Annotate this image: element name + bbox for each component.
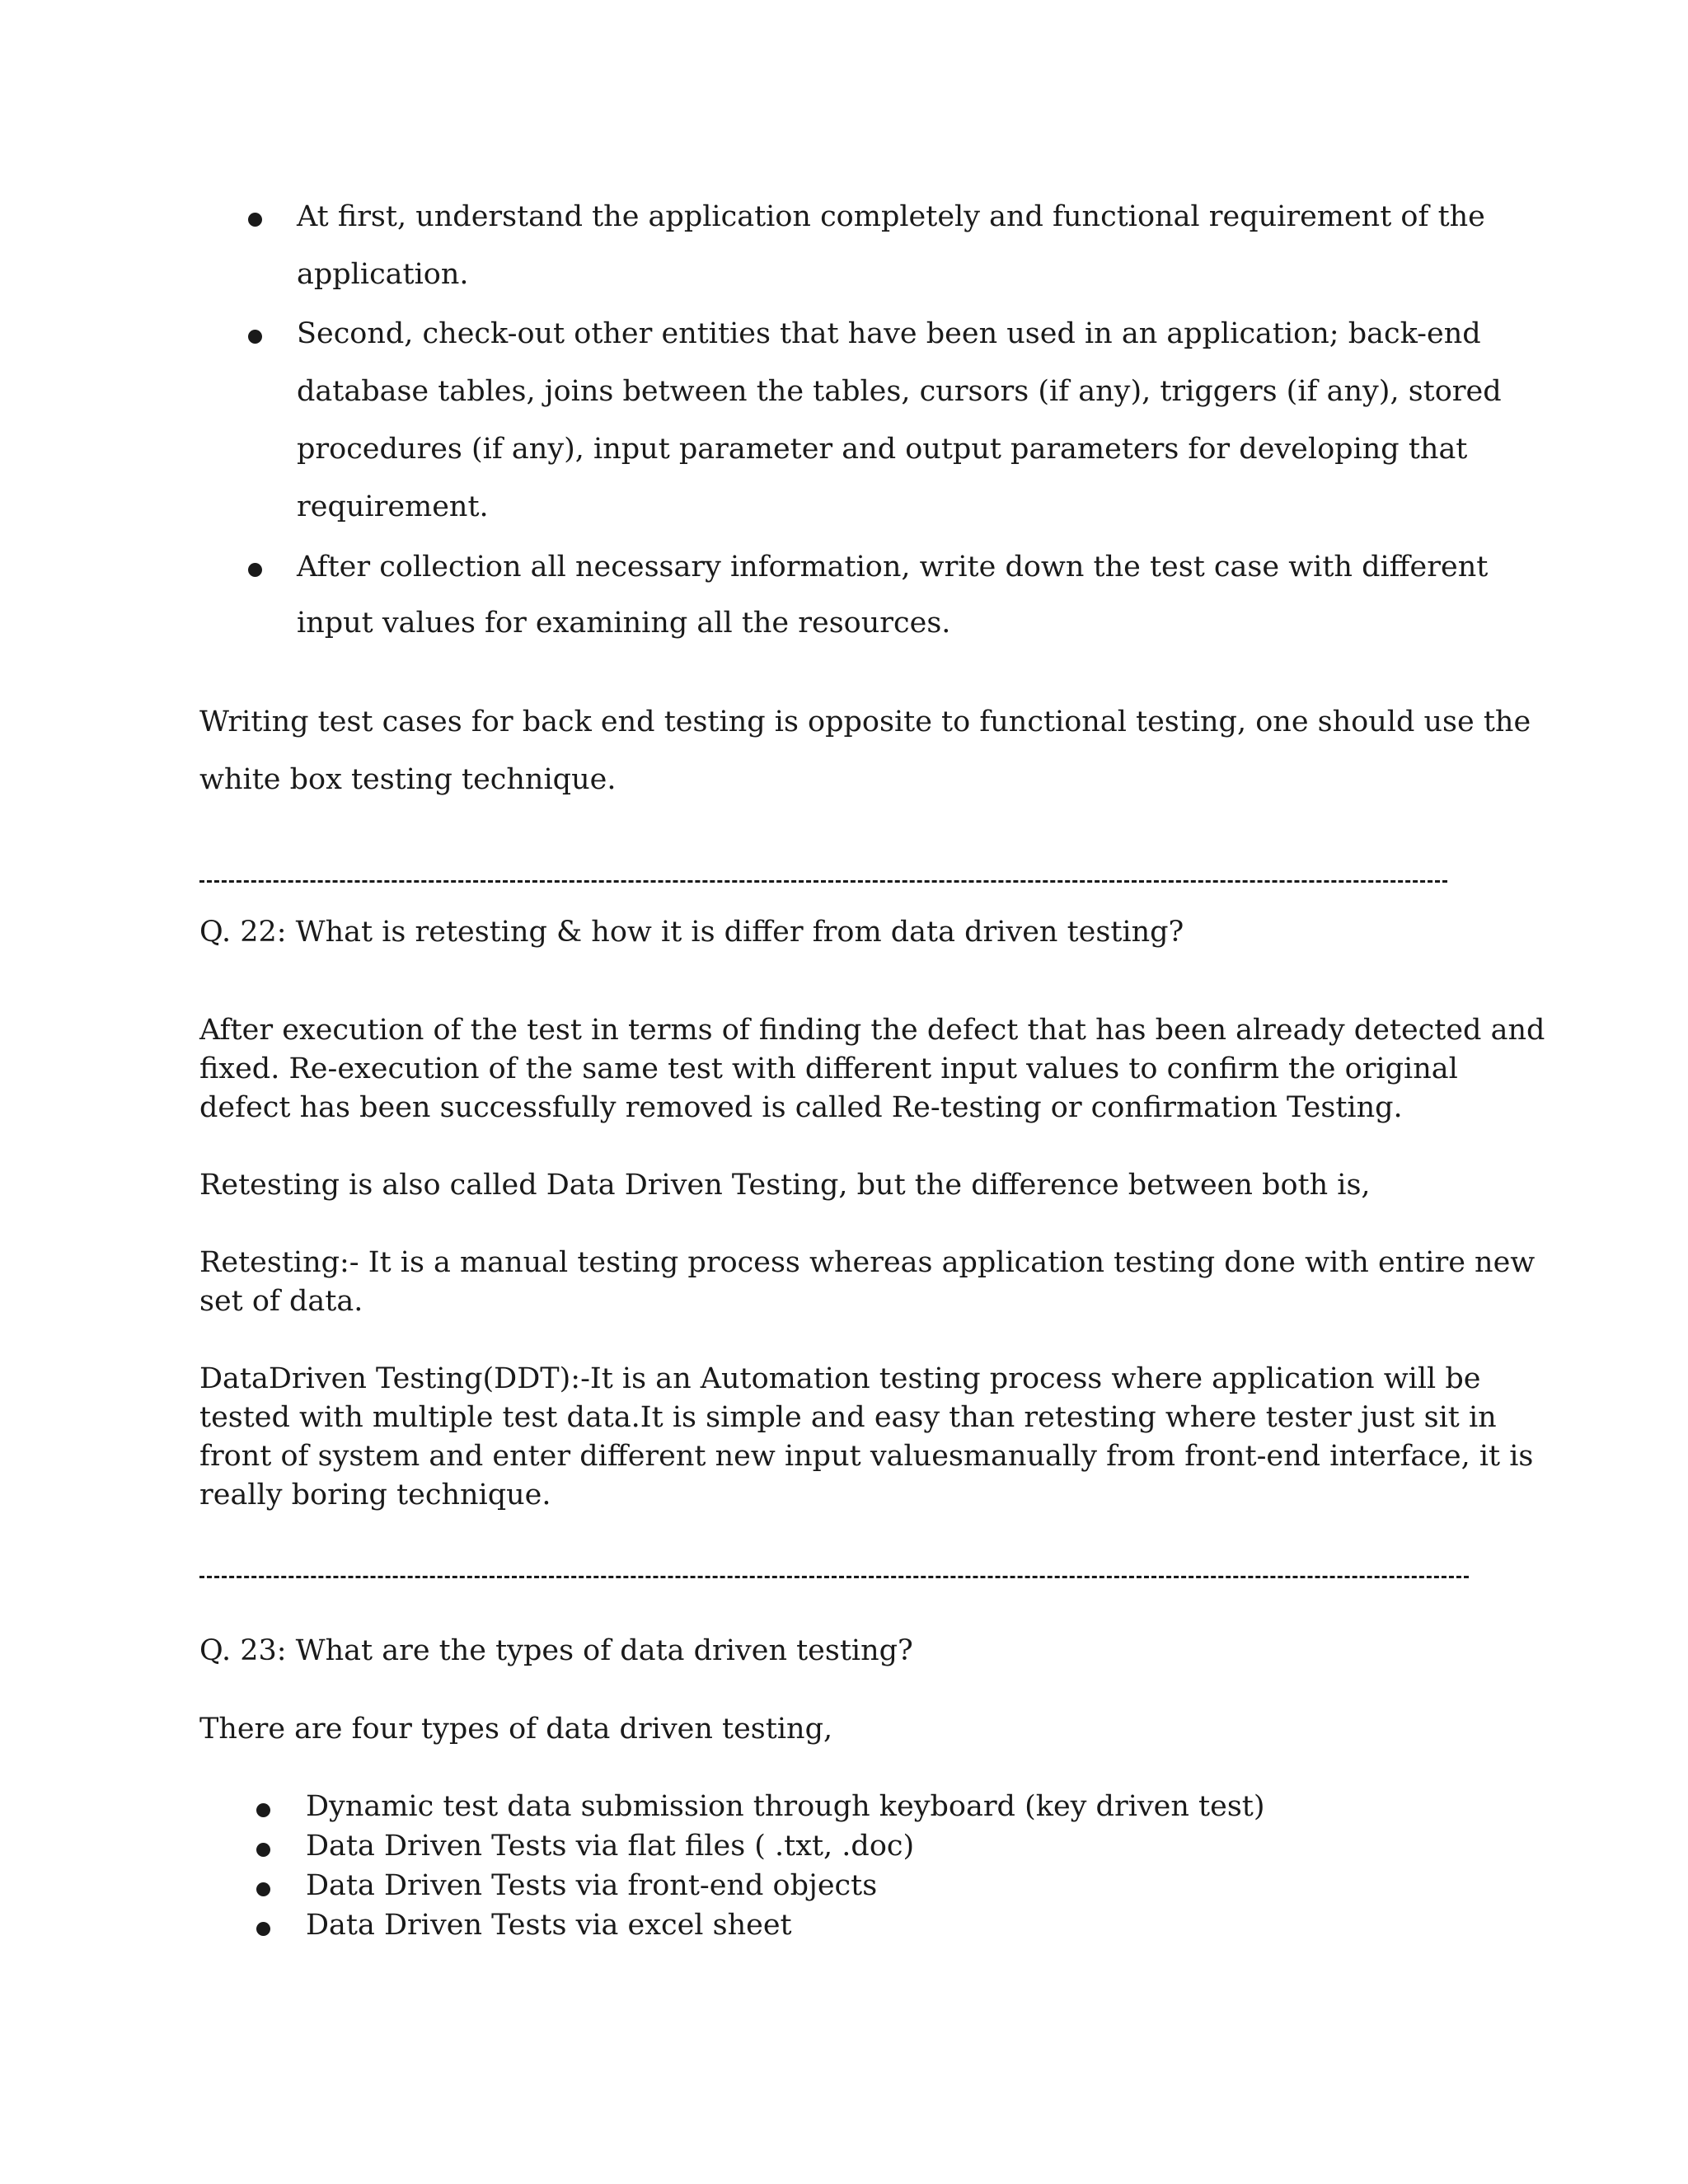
list-item-line: input values for examining all the resources.	[297, 607, 951, 640]
paragraph-line: front of system and enter different new input valuesmanually from front-end interface, it is	[199, 1440, 1534, 1473]
paragraph-line: set of data.	[199, 1285, 363, 1318]
list-item-text: Data Driven Tests via flat files ( .txt, .doc)	[306, 1830, 915, 1863]
paragraph-line: There are four types of data driven testing,	[199, 1713, 833, 1746]
list-item-line: At first, understand the application completely and functional requirement of the	[297, 200, 1485, 233]
question-heading: Q. 23: What are the types of data driven testing?	[199, 1634, 913, 1667]
list-item-line: After collection all necessary information, write down the test case with different	[297, 551, 1489, 583]
paragraph-line: Retesting is also called Data Driven Testing, but the difference between both is,	[199, 1169, 1371, 1202]
paragraph-line: After execution of the test in terms of finding the defect that has been already detected and	[199, 1014, 1545, 1047]
paragraph-line: fixed. Re-execution of the same test with different input values to confirm the original	[199, 1052, 1458, 1085]
bullet-icon	[256, 1922, 270, 1936]
bullet-icon	[248, 563, 262, 577]
bullet-icon	[256, 1843, 270, 1857]
paragraph-line: really boring technique.	[199, 1479, 551, 1511]
paragraph-line: tested with multiple test data.It is simple and easy than retesting where tester just sit in	[199, 1401, 1497, 1434]
paragraph-line: Retesting:- It is a manual testing process whereas application testing done with entire new	[199, 1246, 1536, 1279]
list-item-line: Second, check-out other entities that have been used in an application; back-end	[297, 317, 1481, 350]
list-item-text: Dynamic test data submission through keyboard (key driven test)	[306, 1790, 1265, 1823]
section-divider	[199, 1576, 1469, 1578]
paragraph-line: white box testing technique.	[199, 763, 617, 796]
list-item-text: Data Driven Tests via excel sheet	[306, 1909, 792, 1942]
bullet-icon	[256, 1803, 270, 1817]
paragraph-line: DataDriven Testing(DDT):-It is an Automation testing process where application will be	[199, 1362, 1481, 1395]
list-item-line: procedures (if any), input parameter and output parameters for developing that	[297, 433, 1468, 466]
paragraph-line: Writing test cases for back end testing is opposite to functional testing, one should use the	[199, 705, 1531, 738]
list-item-line: database tables, joins between the tables, cursors (if any), triggers (if any), stored	[297, 375, 1502, 408]
list-item-line: application.	[297, 258, 469, 291]
bullet-icon	[248, 330, 262, 344]
bullet-icon	[256, 1882, 270, 1896]
list-item-text: Data Driven Tests via front-end objects	[306, 1869, 878, 1902]
bullet-icon	[248, 213, 262, 227]
section-divider	[199, 880, 1447, 883]
question-heading: Q. 22: What is retesting & how it is differ from data driven testing?	[199, 916, 1184, 949]
paragraph-line: defect has been successfully removed is called Re-testing or confirmation Testing.	[199, 1091, 1403, 1124]
list-item-line: requirement.	[297, 490, 489, 523]
